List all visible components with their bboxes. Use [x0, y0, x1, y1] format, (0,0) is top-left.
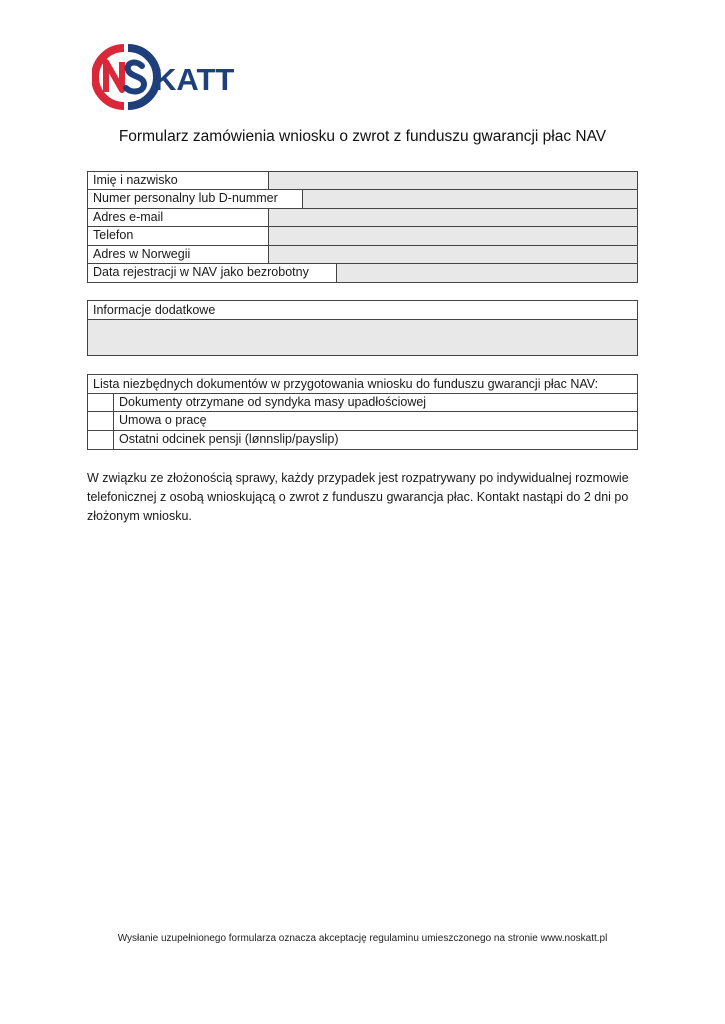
registration-date-field[interactable] [337, 264, 637, 282]
document-checkbox[interactable] [88, 394, 114, 411]
documents-table [87, 374, 638, 450]
additional-info-table [87, 300, 638, 356]
form-row-phone [88, 227, 637, 245]
form-row-registration-date [88, 264, 637, 282]
document-row [88, 394, 637, 412]
phone-field[interactable] [269, 227, 637, 244]
address-field[interactable] [269, 246, 637, 263]
document-checkbox[interactable] [88, 431, 114, 449]
noskatt-logo [92, 44, 252, 110]
documents-header: Lista niezbędnych dokumentów w przygotowania wniosku do funduszu gwarancji płac NAV: [88, 375, 637, 394]
personal-data-table [87, 171, 638, 283]
additional-info-field[interactable] [88, 320, 637, 355]
document-row [88, 431, 637, 449]
info-note: W związku ze złożonością sprawy, każdy przypadek jest rozpatrywany po indywidualnej rozmowie telefonicznej z osobą wnioskującą o zwrot z funduszu gwarancja płac. Kontakt nastąpi do 2 dni po złożonym wniosku. [87, 471, 629, 523]
form-row-name [88, 172, 637, 190]
document-checkbox[interactable] [88, 412, 114, 429]
footer-terms: Wysłanie uzupełnionego formularza oznacza akceptację regulaminu umieszczonego na stronie www.noskatt.pl [117, 933, 608, 944]
form-row-personal-number [88, 190, 637, 208]
document-label: Dokumenty otrzymane od syndyka masy upadłościowej [119, 395, 427, 409]
field-label-address: Adres w Norwegii [88, 246, 269, 263]
form-row-email [88, 209, 637, 227]
personal-number-field[interactable] [303, 190, 637, 207]
page-title: Formularz zamówienia wniosku o zwrot z funduszu gwarancji płac NAV [118, 128, 607, 145]
field-label-name: Imię i nazwisko [88, 172, 269, 189]
field-label-registration-date: Data rejestracji w NAV jako bezrobotny [88, 264, 337, 282]
form-row-address [88, 246, 637, 264]
document-label: Umowa o pracę [119, 413, 207, 428]
name-field[interactable] [269, 172, 637, 189]
field-label-personal-number: Numer personalny lub D-nummer [88, 190, 303, 207]
field-label-email: Adres e-mail [88, 209, 269, 226]
document-label: Ostatni odcinek pensji (lønnslip/payslip) [119, 431, 339, 446]
document-row [88, 412, 637, 430]
email-field[interactable] [269, 209, 637, 226]
field-label-phone: Telefon [88, 227, 269, 244]
additional-info-label: Informacje dodatkowe [88, 301, 637, 320]
svg-text:KATT: KATT [154, 62, 235, 97]
